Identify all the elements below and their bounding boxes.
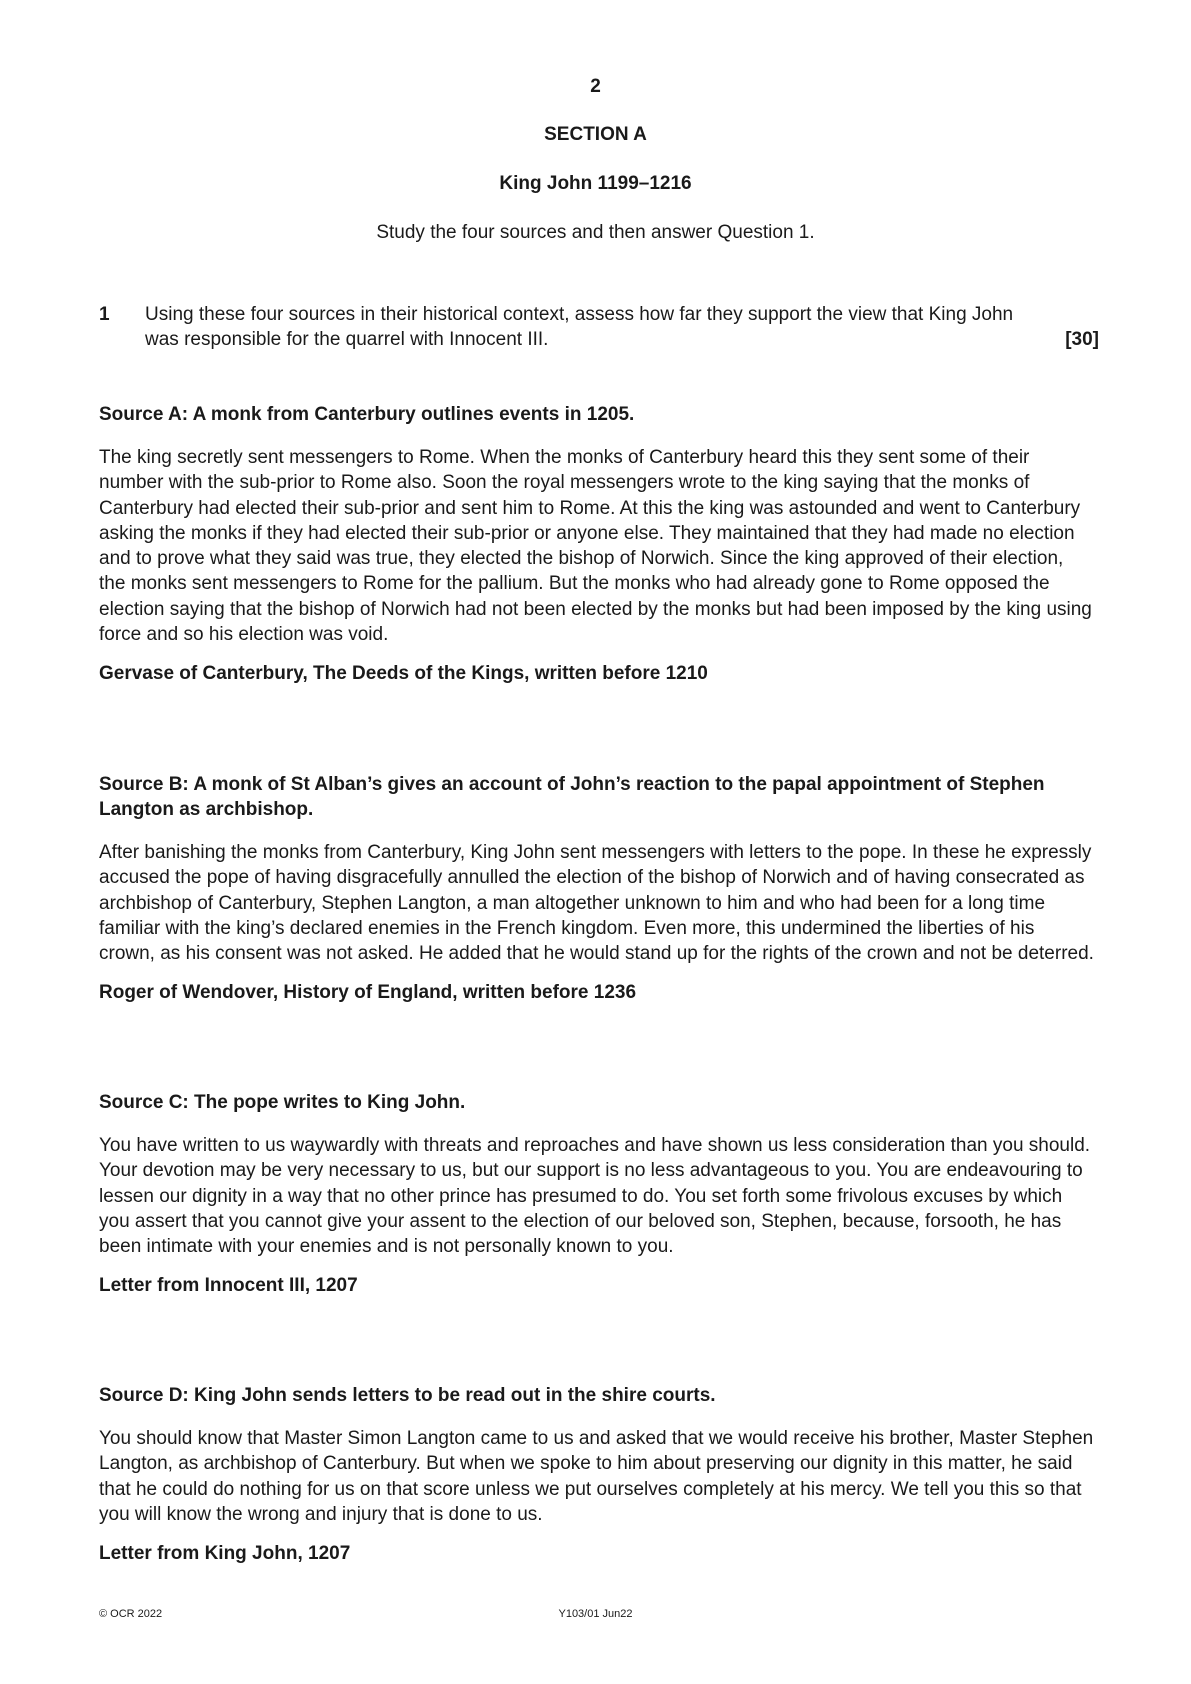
footer-paper-code: Y103/01 Jun22 [558, 1608, 633, 1620]
source-text: You have written to us waywardly with threats and reproaches and have shown us less consideration than you should. Your devotion may be very necessary to us, but our support is no less advantageous to you. You are endeavouring to lessen our dignity in a way that no other prince has presumed to do. You set forth some frivolous excuses by which you assert that you cannot give your assent to the election of our beloved son, Stephen, because, forsooth, he has been intimate with your enemies and is not personally known to you. [99, 1135, 1091, 1258]
source-c [99, 1090, 1094, 1298]
source-a [99, 402, 1094, 686]
footer-copyright: © OCR 2022 [99, 1608, 163, 1620]
source-heading: Source B: A monk of St Alban’s gives an account of John’s reaction to the papal appointment of Stephen Langton as archbishop. [99, 774, 1045, 820]
source-b [99, 772, 1094, 1005]
instruction-text: Study the four sources and then answer Question 1. [376, 222, 815, 243]
question-text: Using these four sources in their historical context, assess how far they support the view that King John was responsible for the quarrel with Innocent III. [145, 304, 1014, 350]
source-heading: Source C: The pope writes to King John. [99, 1092, 466, 1113]
source-text: The king secretly sent messengers to Rome. When the monks of Canterbury heard this they sent some of their number with the sub-prior to Rome also. Soon the royal messengers wrote to the king saying that the monks of Canterbury had elected their sub-prior and sent him to Rome. At this the king was astounded and went to Canterbury asking the monks if they had elected their sub-prior or anyone else. They maintained that they had made no election and to prove what they said was true, they elected the bishop of Norwich. Since the king approved of their election, the monks sent messengers to Rome for the pallium. But the monks who had already gone to Rome opposed the election saying that the bishop of Norwich had not been elected by the monks but had been imposed by the king using force and so his election was void. [99, 447, 1092, 646]
source-text: You should know that Master Simon Langton came to us and asked that we would receive his brother, Master Stephen Langton, as archbishop of Canterbury. But when we spoke to him about preserving our dignity in this matter, he said that he could do nothing for us on that score unless we put ourselves completely at his mercy. We tell you this so that you will know the wrong and injury that is done to us. [99, 1428, 1094, 1525]
page-number: 2 [590, 76, 601, 97]
question-number: 1 [99, 304, 110, 325]
topic-title: King John 1199–1216 [499, 173, 692, 194]
source-heading: Source A: A monk from Canterbury outlines events in 1205. [99, 404, 635, 425]
source-heading: Source D: King John sends letters to be read out in the shire courts. [99, 1385, 716, 1406]
source-attribution: Letter from Innocent III, 1207 [99, 1275, 358, 1297]
question-marks: [30] [1065, 329, 1099, 350]
section-title: SECTION A [544, 124, 647, 145]
source-d [99, 1383, 1094, 1566]
source-attribution: Gervase of Canterbury, The Deeds of the Kings, written before 1210 [99, 663, 708, 685]
source-text: After banishing the monks from Canterbury, King John sent messengers with letters to the pope. In these he expressly accused the pope of having disgracefully annulled the election of the bishop of Norwich and of having consecrated as archbishop of Canterbury, Stephen Langton, a man altogether unknown to him and who had been for a long time familiar with the king’s declared enemies in the French kingdom. Even more, this undermined the liberties of his crown, as his consent was not asked. He added that he would stand up for the rights of the crown and not be deterred. [99, 842, 1094, 965]
source-attribution: Letter from King John, 1207 [99, 1543, 351, 1565]
source-attribution: Roger of Wendover, History of England, written before 1236 [99, 982, 637, 1004]
